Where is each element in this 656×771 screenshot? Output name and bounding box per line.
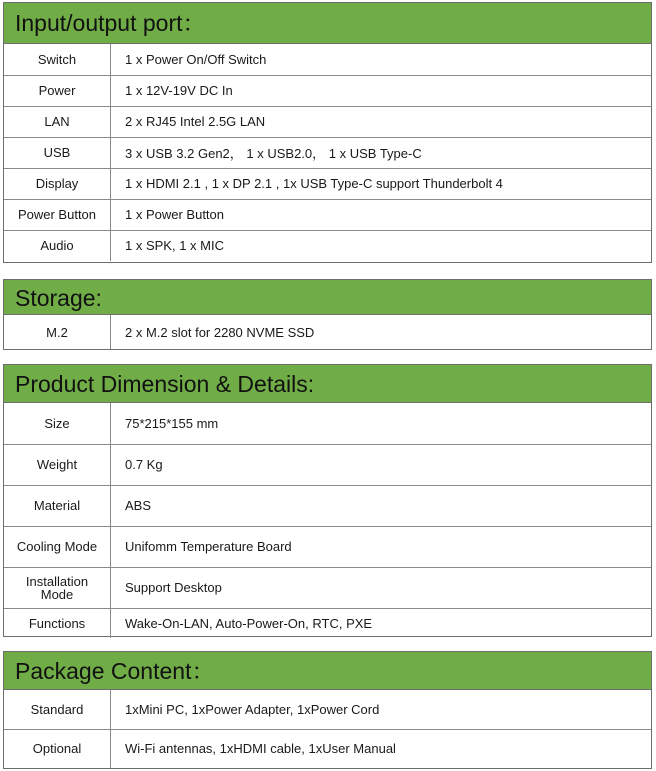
spec-label: Optional (4, 729, 111, 768)
spec-label: LAN (4, 106, 111, 137)
spec-label: Installation Mode (4, 567, 111, 608)
spec-value: Unifomm Temperature Board (111, 526, 652, 567)
spec-label: USB (4, 137, 111, 168)
io-section (3, 2, 652, 263)
table-row (4, 485, 651, 526)
package-section-title: Package Content： (4, 652, 651, 690)
spec-value: 1 x Power On/Off Switch (125, 51, 267, 67)
table-row (4, 315, 651, 349)
table-row (4, 729, 651, 768)
table-row (4, 608, 651, 638)
table-row (4, 44, 651, 75)
spec-value: 1 x SPK, 1 x MIC (111, 230, 652, 261)
table-row (4, 199, 651, 230)
spec-value: 3 x USB 3.2 Gen2， 1 x USB2.0， 1 x USB Type-C (111, 137, 652, 168)
spec-label: Audio (4, 230, 111, 261)
spec-label: Switch (4, 44, 111, 75)
storage-section (3, 279, 652, 350)
spec-value: Wake-On-LAN, Auto-Power-On, RTC, PXE (111, 608, 652, 638)
spec-value: ABS (111, 485, 652, 526)
spec-value: 1 x HDMI 2.1 , 1 x DP 2.1 , 1x USB Type-C support Thunderbolt 4 (111, 168, 652, 199)
spec-label: Display (4, 168, 111, 199)
spec-label: M.2 (4, 315, 111, 349)
spec-label: Weight (4, 444, 111, 485)
table-row (4, 690, 651, 729)
spec-label: Material (4, 485, 111, 526)
spec-value: Wi-Fi antennas, 1xHDMI cable, 1xUser Manual (111, 729, 652, 768)
spec-label: Size (4, 403, 111, 444)
spec-value: 75*215*155 mm (125, 415, 219, 431)
spec-value: 1 x Power Button (111, 199, 652, 230)
dimension-section (3, 364, 652, 637)
storage-spec-table (4, 315, 651, 349)
spec-label: Power Button (4, 199, 111, 230)
table-row (4, 168, 651, 199)
storage-section-title: Storage: (4, 280, 651, 315)
spec-value: 2 x RJ45 Intel 2.5G LAN (111, 106, 652, 137)
package-spec-table (4, 690, 651, 768)
table-row (4, 230, 651, 261)
table-row (4, 106, 651, 137)
package-section (3, 651, 652, 769)
table-row (4, 526, 651, 567)
table-row (4, 444, 651, 485)
dimension-spec-table (4, 403, 651, 638)
spec-value: 1 x 12V-19V DC In (111, 75, 652, 106)
spec-value: 1xMini PC, 1xPower Adapter, 1xPower Cord (125, 701, 380, 717)
table-row (4, 137, 651, 168)
spec-label: Cooling Mode (4, 526, 111, 567)
spec-label: Power (4, 75, 111, 106)
spec-value: Support Desktop (111, 567, 652, 608)
table-row (4, 567, 651, 608)
table-row (4, 403, 651, 444)
spec-value: 0.7 Kg (111, 444, 652, 485)
spec-value: 2 x M.2 slot for 2280 NVME SSD (125, 324, 315, 340)
spec-label: Standard (4, 690, 111, 729)
spec-label: Functions (4, 608, 111, 638)
io-section-title: Input/output port： (4, 3, 651, 44)
dimension-section-title: Product Dimension & Details: (4, 365, 651, 403)
io-spec-table (4, 44, 651, 261)
table-row (4, 75, 651, 106)
